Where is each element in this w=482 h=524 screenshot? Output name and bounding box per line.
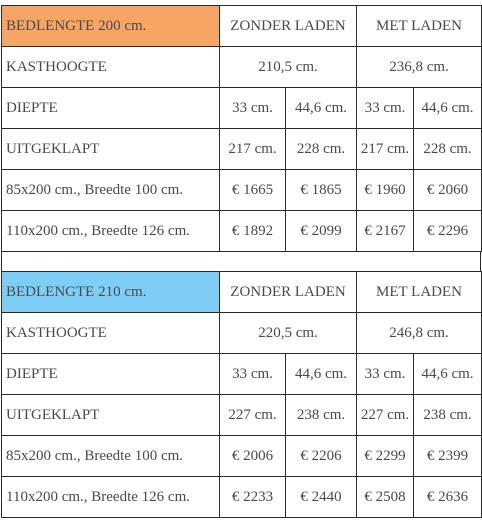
row-label: KASTHOOGTE <box>2 47 220 88</box>
table-row-price-110x200 <box>2 477 482 518</box>
row-label: 110x200 cm., Breedte 126 cm. <box>2 477 220 518</box>
column-header-zonder-laden: ZONDER LADEN <box>220 272 357 313</box>
table-header-row <box>2 6 482 47</box>
table-row-diepte <box>2 88 482 129</box>
table-header-row <box>2 272 482 313</box>
price-cell: € 2296 <box>414 211 482 252</box>
cell-value: 220,5 cm. <box>220 313 357 354</box>
cell-value: 44,6 cm. <box>414 88 482 129</box>
table-row-price-85x200 <box>2 436 482 477</box>
row-label: 85x200 cm., Breedte 100 cm. <box>2 436 220 477</box>
row-label: 110x200 cm., Breedte 126 cm. <box>2 211 220 252</box>
price-cell: € 1892 <box>220 211 286 252</box>
cell-value: 210,5 cm. <box>220 47 357 88</box>
table-row-diepte <box>2 354 482 395</box>
table-title: BEDLENGTE 200 cm. <box>2 6 220 47</box>
price-cell: € 2206 <box>286 436 357 477</box>
cell-value: 246,8 cm. <box>357 313 482 354</box>
cell-value: 44,6 cm. <box>286 354 357 395</box>
table-row-price-85x200 <box>2 170 482 211</box>
price-cell: € 2006 <box>220 436 286 477</box>
row-label: UITGEKLAPT <box>2 395 220 436</box>
cell-value: 228 cm. <box>286 129 357 170</box>
price-cell: € 2440 <box>286 477 357 518</box>
price-cell: € 1865 <box>286 170 357 211</box>
cell-value: 33 cm. <box>220 354 286 395</box>
row-label: KASTHOOGTE <box>2 313 220 354</box>
cell-value: 227 cm. <box>357 395 414 436</box>
price-table-210 <box>1 271 482 518</box>
table-row-uitgeklapt <box>2 129 482 170</box>
table-row-kasthoogte <box>2 47 482 88</box>
price-cell: € 1960 <box>357 170 414 211</box>
row-label: DIEPTE <box>2 88 220 129</box>
price-cell: € 2508 <box>357 477 414 518</box>
cell-value: 227 cm. <box>220 395 286 436</box>
price-table-200 <box>1 5 482 252</box>
price-cell: € 2167 <box>357 211 414 252</box>
table-row-price-110x200 <box>2 211 482 252</box>
row-label: 85x200 cm., Breedte 100 cm. <box>2 170 220 211</box>
row-label: DIEPTE <box>2 354 220 395</box>
column-header-zonder-laden: ZONDER LADEN <box>220 6 357 47</box>
cell-value: 238 cm. <box>414 395 482 436</box>
cell-value: 238 cm. <box>286 395 357 436</box>
price-cell: € 2233 <box>220 477 286 518</box>
column-header-met-laden: MET LADEN <box>357 272 482 313</box>
cell-value: 33 cm. <box>220 88 286 129</box>
table-title: BEDLENGTE 210 cm. <box>2 272 220 313</box>
row-label: UITGEKLAPT <box>2 129 220 170</box>
price-cell: € 2099 <box>286 211 357 252</box>
table-spacer <box>1 251 481 271</box>
cell-value: 33 cm. <box>357 88 414 129</box>
table-row-kasthoogte <box>2 313 482 354</box>
cell-value: 217 cm. <box>220 129 286 170</box>
price-cell: € 2636 <box>414 477 482 518</box>
price-cell: € 2060 <box>414 170 482 211</box>
price-cell: € 1665 <box>220 170 286 211</box>
cell-value: 228 cm. <box>414 129 482 170</box>
cell-value: 236,8 cm. <box>357 47 482 88</box>
table-row-uitgeklapt <box>2 395 482 436</box>
column-header-met-laden: MET LADEN <box>357 6 482 47</box>
cell-value: 44,6 cm. <box>286 88 357 129</box>
cell-value: 217 cm. <box>357 129 414 170</box>
cell-value: 44,6 cm. <box>414 354 482 395</box>
price-cell: € 2299 <box>357 436 414 477</box>
cell-value: 33 cm. <box>357 354 414 395</box>
price-cell: € 2399 <box>414 436 482 477</box>
